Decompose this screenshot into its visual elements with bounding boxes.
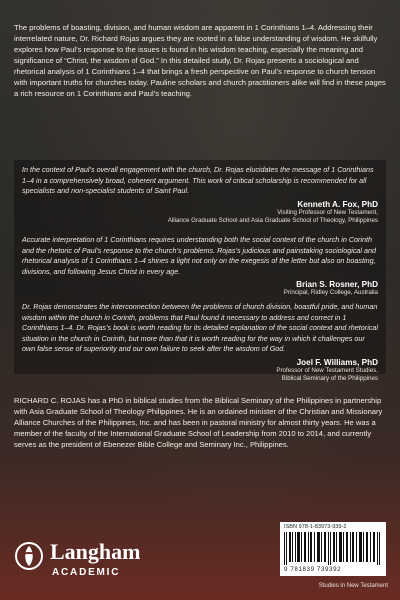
endorsement-quote: In the context of Paul’s overall engagement with the church, Dr. Rojas elucidates the message of 1 Corinthians 1–4 in a comprehensively broad, coherent argument. This work of critical scholarship is recommended for all specialists and non-specialist students of Saint Paul. — [22, 165, 374, 196]
endorsements-panel — [14, 160, 386, 382]
publisher-name: Langham — [50, 539, 141, 564]
endorsement-role: Professor of New Testament Studies, — [276, 366, 378, 374]
barcode — [280, 522, 386, 576]
author-bio: RICHARD C. ROJAS has a PhD in biblical studies from the Biblical Seminary of the Philippines in partnership with Asia Graduate School of Theology Philippines. He is an ordained minister of the Christian and Missionary Alliance Churches of the Philippines, Inc. and has been in pastoral ministry for almost thirty years. He was a member of the faculty of the International Graduate School of Leadership from 2010 to 2014, and currently serves as the president of Ebenezer Bible College and Seminary Inc., Philippines. — [14, 396, 383, 449]
publisher-imprint: ACADEMIC — [52, 567, 121, 578]
endorsement-2 — [22, 235, 378, 297]
barcode-number: 9 781839 739392 — [284, 566, 342, 573]
endorsement-quote: Accurate interpretation of 1 Corinthians requires understanding both the social context of the church in Corinth and the rhetoric of Paul’s response to the church’s problems. Rojas’s judicious and painstaking sociological and rhetorical analysis of 1 Corinthians 1–4 shines a light not only on the exegesis of the letter but also on boasting, divisions, and following Jesus Christ in every age. — [22, 235, 376, 276]
endorsement-role: Visiting Professor of New Testament, — [277, 208, 378, 216]
endorsement-author: Kenneth A. Fox, PhD — [297, 199, 378, 209]
endorsement-author: Joel F. Williams, PhD — [296, 357, 378, 367]
endorsement-1 — [22, 165, 378, 225]
series-label: Studies in New Testament — [318, 583, 388, 589]
endorsement-quote: Dr. Rojas demonstrates the interconnection between the problems of church division, boastful pride, and human wisdom within the church in Corinth, problems that Paul found it necessary to address and correct in 1 Corinthians 1–4. Dr. Rojas’s book is worth reading for its detailed explanation of the social context and rhetorical situation in the church in Corinth, but more than that it is worth reading for the way in which it challenges our own false sense of superiority and our own failure to seek after the wisdom of God. — [22, 302, 378, 354]
endorsement-role: Alliance Graduate School and Asia Graduate School of Theology, Philippines — [167, 216, 378, 224]
book-blurb: The problems of boasting, division, and human wisdom are apparent in 1 Corinthians 1–4. Addressing their interrelated nature, Dr. Richard Rojas argues they are rooted in a false understanding of wisdom. He skilfully explores how Paul’s response to the issues is found in his wisdom teaching, especially the meaning and significance of “Christ, the wisdom of God.” In this detailed study, Dr. Rojas presents a sociological and rhetorical analysis of 1 Corinthians 1–4 that brings a fresh perspective on Paul’s response to church tension with important truths for churches today. Pauline scholars and church practitioners alike will find in these pages a rich resource on 1 Corinthians and Paul’s teaching. — [14, 23, 386, 98]
endorsement-3 — [22, 302, 378, 383]
endorsement-author: Brian S. Rosner, PhD — [296, 280, 378, 290]
langham-logo-icon — [14, 541, 44, 571]
barcode-icon — [284, 532, 382, 565]
endorsement-role: Biblical Seminary of the Philippines — [281, 374, 378, 382]
publisher-logo — [14, 535, 214, 585]
isbn-label: ISBN 978-1-83973-939-2 — [284, 524, 347, 530]
endorsement-role: Principal, Ridley College, Australia — [283, 289, 378, 297]
